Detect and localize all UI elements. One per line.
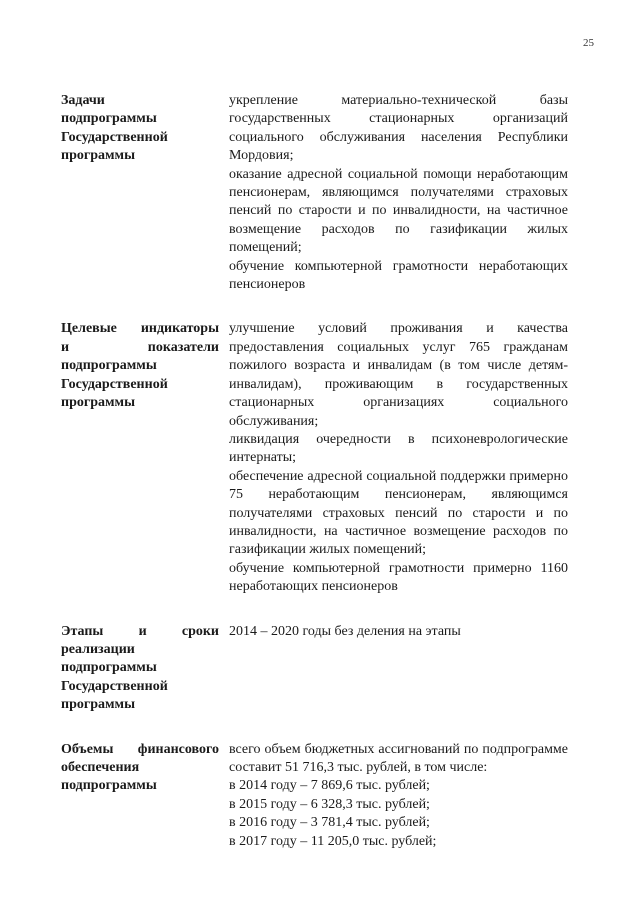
row-label (61, 741, 219, 796)
label-line: Задачи (61, 93, 105, 108)
paragraph: ликвидация очередности в психоневрологические интернаты; (229, 431, 568, 466)
paragraph: обучение компьютерной грамотности примерно 1160 неработающих пенсионеров (229, 560, 568, 595)
paragraph: в 2016 году – 3 781,4 тыс. рублей; (229, 815, 430, 831)
label-line: программы (61, 148, 135, 164)
row-stages (61, 623, 569, 715)
paragraph: в 2015 году – 6 328,3 тыс. рублей; (229, 796, 430, 812)
label-line: подпрограммы (61, 660, 157, 676)
label-line: реализации (61, 641, 135, 657)
row-gap (61, 715, 569, 741)
label-line: подпрограммы (61, 358, 157, 374)
label-line: Целевые индикаторы (61, 321, 219, 337)
label-line: программы (61, 697, 135, 713)
label-line: Этапы и сроки (61, 623, 219, 639)
row-content (229, 92, 568, 294)
label-line: Государственной (61, 678, 168, 694)
row-content (229, 623, 568, 641)
paragraph: улучшение условий проживания и качества предоставления социальных услуг 765 гражданам пожилого возраста и инвалидам (в том числе детям-инвалидам), проживающим в государственных стационарных организациях социального обслуживания; (229, 321, 568, 429)
row-indicators (61, 320, 569, 596)
row-gap (61, 597, 569, 623)
row-financing (61, 741, 569, 851)
label-line: подпрограммы (61, 111, 157, 127)
row-gap (61, 294, 569, 320)
label-line: Объемы финансового (61, 741, 219, 757)
subprogram-passport-table (61, 92, 569, 851)
paragraph: в 2014 году – 7 869,6 тыс. рублей; (229, 778, 430, 794)
row-label (61, 92, 219, 166)
paragraph: обеспечение адресной социальной поддержки примерно 75 неработающим пенсионерам, являющимся получателями страховых пенсий по старости и по инвалидности, на частичное возмещение расходов по газификации жилых помещений; (229, 468, 568, 558)
row-label (61, 320, 219, 412)
paragraph: 2014 – 2020 годы без деления на этапы (229, 623, 461, 639)
row-label (61, 623, 219, 715)
paragraph: оказание адресной социальной помощи неработающим пенсионерам, являющимся получателями страховых пенсий по старости и по инвалидности, на частичное возмещение расходов по газификации жилых помещений; (229, 166, 568, 256)
page-number: 25 (583, 37, 594, 49)
paragraph: в 2017 году – 11 205,0 тыс. рублей; (229, 833, 437, 849)
label-line: подпрограммы (61, 778, 157, 794)
label-line: Государственной (61, 129, 168, 145)
row-content (229, 320, 568, 596)
row-tasks (61, 92, 569, 294)
label-line: и показатели (61, 339, 219, 355)
paragraph: укрепление материально-технической базы государственных стационарных организаций социального обслуживания населения Республики Мордовия; (229, 93, 568, 164)
label-line: обеспечения (61, 760, 140, 775)
paragraph: всего объем бюджетных ассигнований по подпрограмме составит 51 716,3 тыс. рублей, в том числе: (229, 741, 568, 775)
label-line: программы (61, 395, 135, 411)
label-line: Государственной (61, 376, 168, 392)
row-content (229, 741, 568, 851)
paragraph: обучение компьютерной грамотности неработающих пенсионеров (229, 258, 568, 293)
